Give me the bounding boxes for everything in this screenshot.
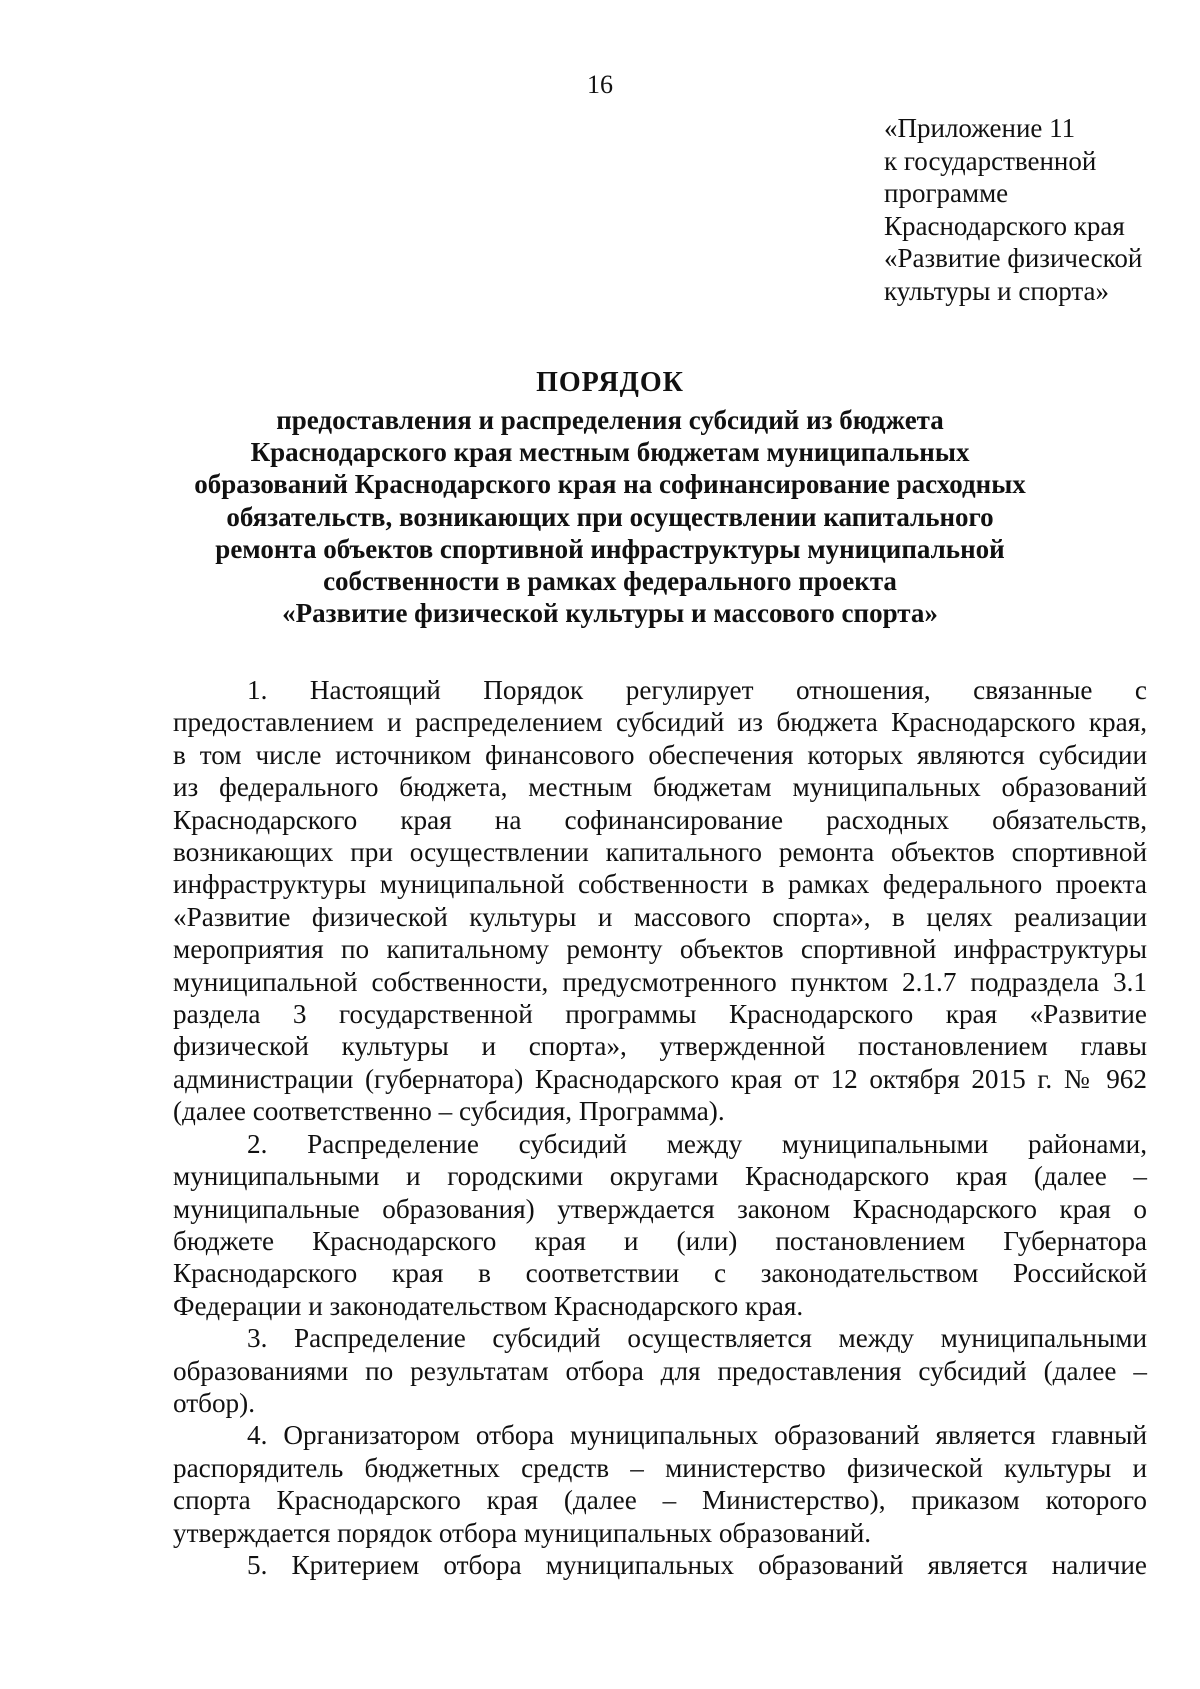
paragraph-3 <box>173 1322 1147 1419</box>
title-line: обязательств, возникающих при осуществлении капитального <box>226 501 994 532</box>
paragraph-line: из федерального бюджета, местным бюджетам муниципальных образований <box>173 772 1147 803</box>
paragraph-line: предоставлением и распределением субсидий из бюджета Краснодарского края, <box>173 707 1147 738</box>
paragraph-line: бюджете Краснодарского края и (или) постановлением Губернатора <box>173 1225 1147 1256</box>
paragraph-line: 4. Организатором отбора муниципальных образований является главный <box>247 1420 1147 1451</box>
paragraph-line: администрации (губернатора) Краснодарского края от 12 октября 2015 г. № 962 <box>173 1063 1147 1094</box>
paragraph-line: 3. Распределение субсидий осуществляется между муниципальными <box>247 1323 1147 1354</box>
appendix-line: культуры и спорта» <box>884 275 1110 306</box>
title-line: предоставления и распределения субсидий из бюджета <box>276 405 944 435</box>
paragraph-line: спорта Краснодарского края (далее – Министерство), приказом которого <box>173 1485 1147 1516</box>
appendix-line: «Развитие физической <box>884 243 1143 274</box>
paragraph-line: (далее соответственно – субсидия, Программа). <box>173 1096 725 1127</box>
paragraph-line: Краснодарского края в соответствии с законодательством Российской <box>173 1258 1147 1289</box>
paragraph-line: утверждается порядок отбора муниципальных образований. <box>173 1517 872 1548</box>
paragraph-line: Федерации и законодательством Краснодарского края. <box>173 1290 804 1321</box>
document-body <box>173 674 1147 1581</box>
title-line: образований Краснодарского края на софинансирование расходных <box>194 469 1026 500</box>
paragraph-line: Краснодарского края на софинансирование расходных обязательств, <box>173 804 1147 835</box>
paragraph-line: 5. Критерием отбора муниципальных образований является наличие <box>247 1549 1147 1580</box>
paragraph-line: инфраструктуры муниципальной собственности в рамках федерального проекта <box>173 869 1147 900</box>
paragraph-line: возникающих при осуществлении капитального ремонта объектов спортивной <box>173 837 1147 868</box>
paragraph-line: «Развитие физической культуры и массового спорта», в целях реализации <box>173 901 1147 932</box>
document-title <box>150 365 1070 629</box>
paragraph-4 <box>173 1419 1147 1549</box>
appendix-caption <box>884 112 1184 308</box>
title-main: ПОРЯДОК <box>536 367 684 398</box>
appendix-line: к государственной <box>884 145 1097 176</box>
appendix-line: программе <box>884 178 1009 209</box>
paragraph-5 <box>173 1549 1147 1581</box>
appendix-line: Краснодарского края <box>884 210 1125 241</box>
paragraph-line: физической культуры и спорта», утвержденной постановлением главы <box>173 1031 1147 1062</box>
page-number: 16 <box>587 70 613 99</box>
paragraph-2 <box>173 1128 1147 1322</box>
paragraph-line: муниципальной собственности, предусмотренного пунктом 2.1.7 подраздела 3.1 <box>173 966 1147 997</box>
title-line: собственности в рамках федерального проекта <box>323 566 897 597</box>
title-line: Краснодарского края местным бюджетам муниципальных <box>250 437 970 468</box>
paragraph-line: 2. Распределение субсидий между муниципальными районами, <box>247 1128 1147 1159</box>
paragraph-line: распорядитель бюджетных средств – министерство физической культуры и <box>173 1452 1147 1483</box>
paragraph-line: образованиями по результатам отбора для предоставления субсидий (далее – <box>173 1355 1147 1386</box>
paragraph-line: муниципальными и городскими округами Краснодарского края (далее – <box>173 1161 1147 1192</box>
paragraph-line: отбор). <box>173 1387 255 1418</box>
title-subtitle <box>150 404 1070 629</box>
paragraph-1 <box>173 674 1147 1128</box>
appendix-line: «Приложение 11 <box>884 113 1076 143</box>
paragraph-line: в том числе источником финансового обеспечения которых являются субсидии <box>173 739 1147 770</box>
paragraph-line: 1. Настоящий Порядок регулирует отношения, связанные с <box>247 675 1147 705</box>
paragraph-line: мероприятия по капитальному ремонту объектов спортивной инфраструктуры <box>173 934 1147 965</box>
title-line: ремонта объектов спортивной инфраструктуры муниципальной <box>215 533 1005 564</box>
paragraph-line: раздела 3 государственной программы Краснодарского края «Развитие <box>173 999 1147 1030</box>
paragraph-line: муниципальные образования) утверждается законом Краснодарского края о <box>173 1193 1147 1224</box>
title-line: «Развитие физической культуры и массового спорта» <box>282 598 938 629</box>
